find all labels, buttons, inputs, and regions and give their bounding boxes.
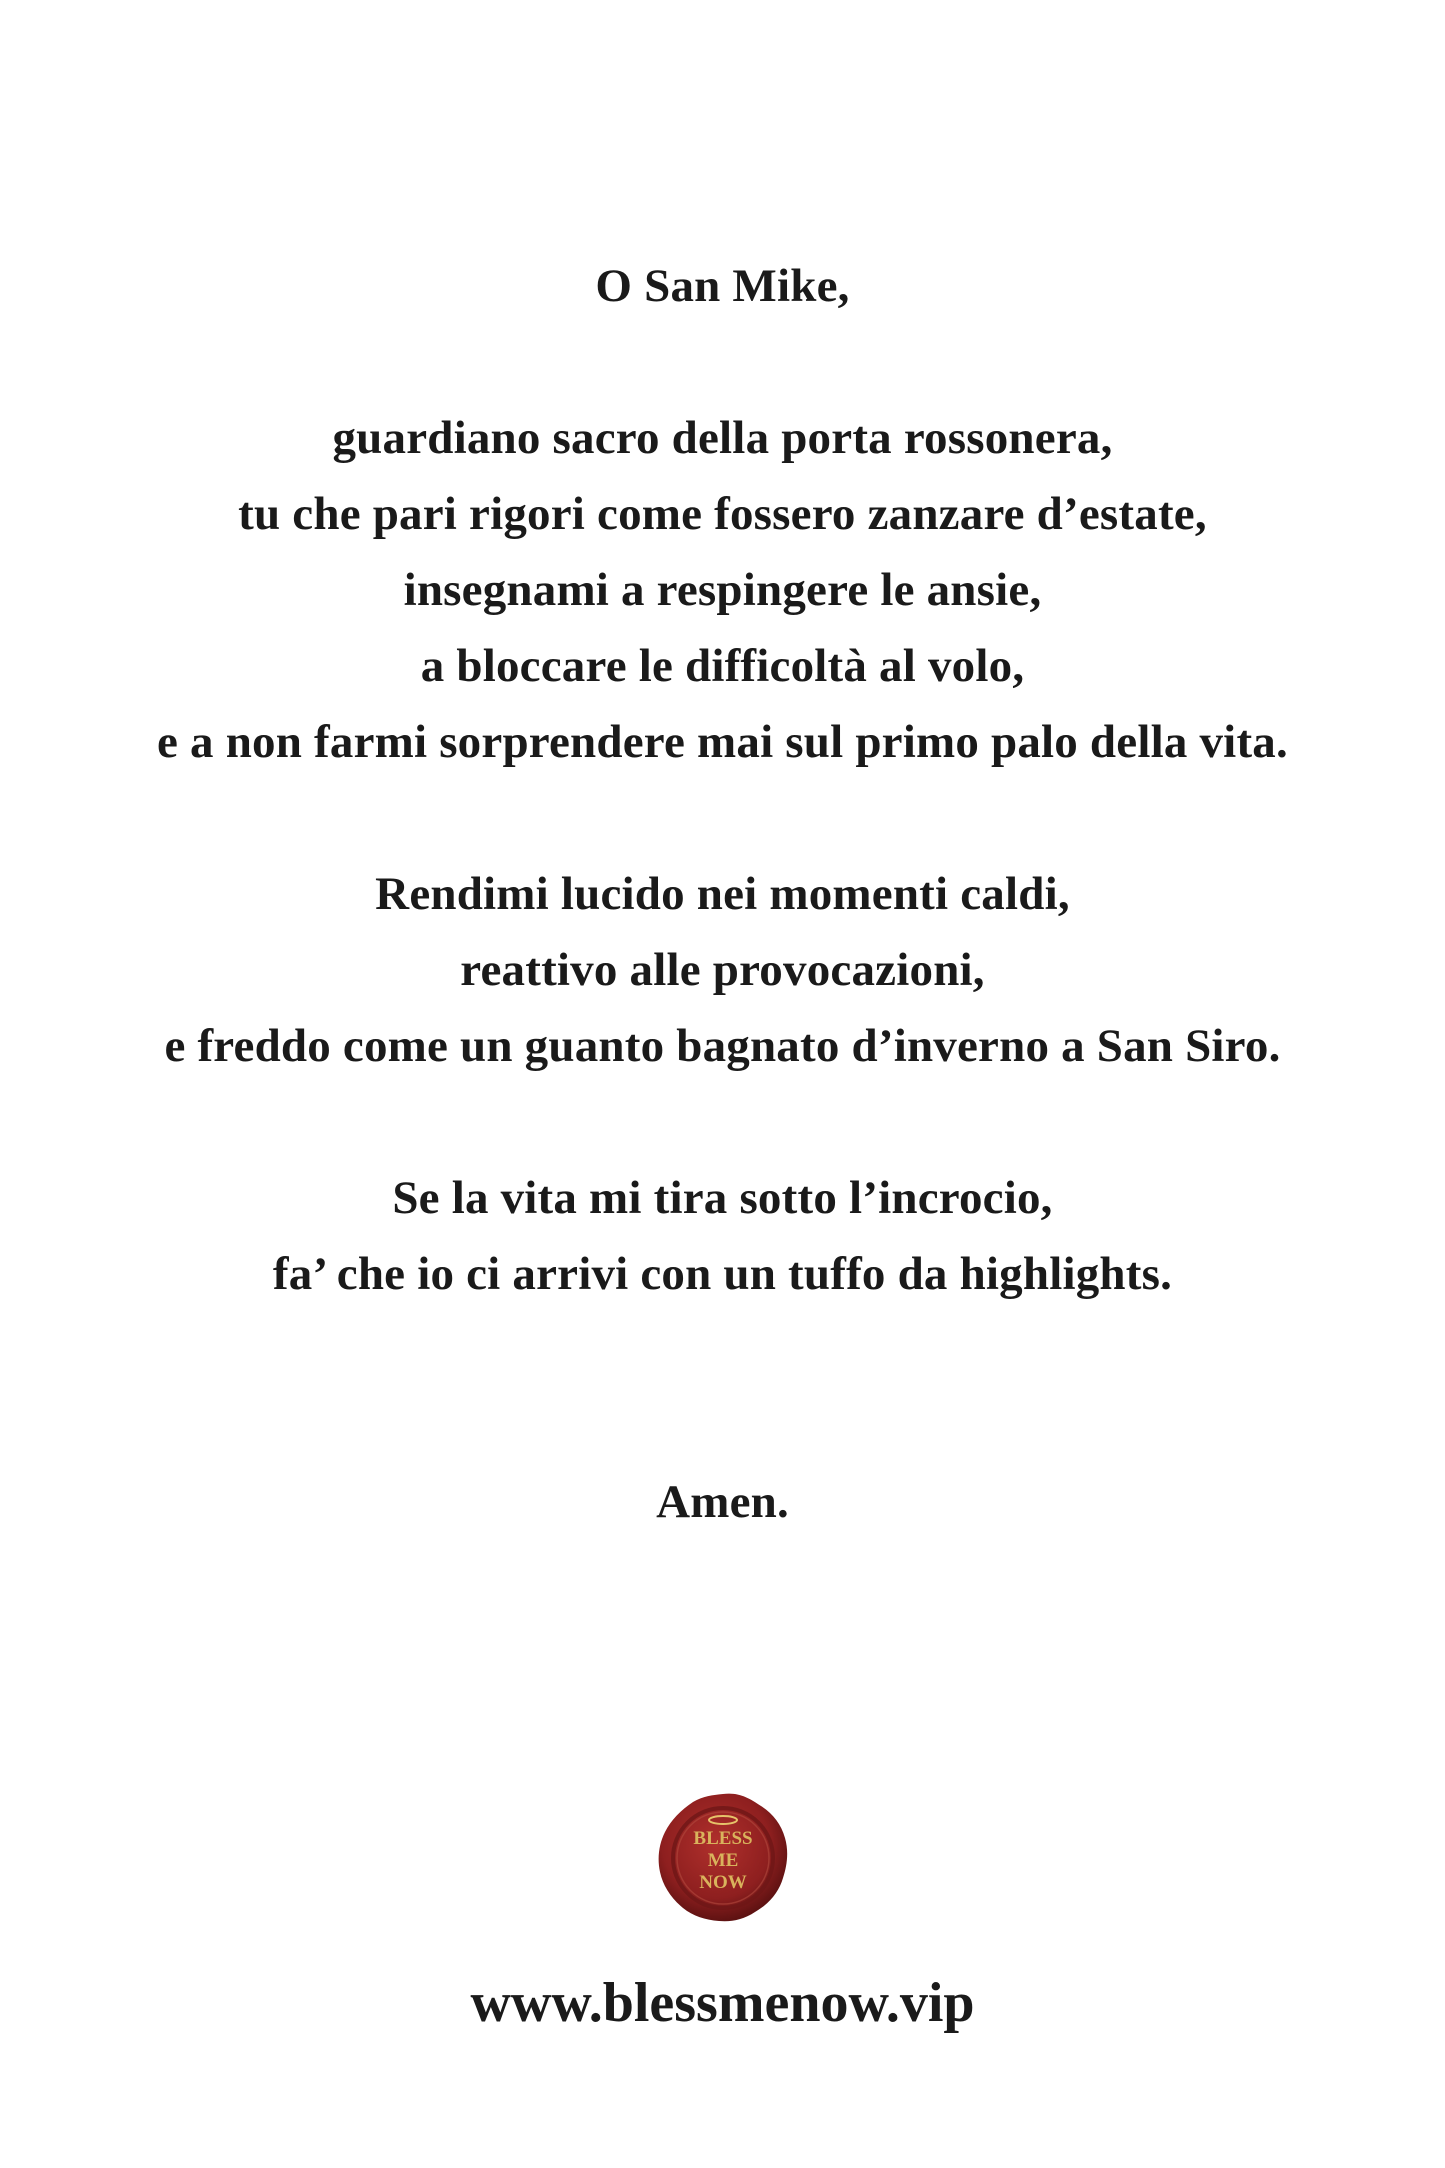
prayer-stanza-2 bbox=[0, 856, 1445, 1084]
stanza-gap bbox=[0, 780, 1445, 856]
prayer-text bbox=[0, 248, 1445, 1540]
prayer-line: tu che pari rigori come fossero zanzare d’estate, bbox=[238, 488, 1207, 540]
prayer-line: e a non farmi sorprendere mai sul primo palo della vita. bbox=[157, 716, 1288, 768]
prayer-line: reattivo alle provocazioni, bbox=[460, 944, 985, 996]
prayer-line: insegnami a respingere le ansie, bbox=[403, 564, 1042, 616]
prayer-line: Se la vita mi tira sotto l’incrocio, bbox=[392, 1172, 1053, 1224]
prayer-stanza-1 bbox=[0, 400, 1445, 780]
wax-seal-icon bbox=[653, 1788, 793, 1928]
stanza-gap bbox=[0, 324, 1445, 400]
stanza-gap bbox=[0, 1312, 1445, 1464]
prayer-line: a bloccare le difficoltà al volo, bbox=[420, 640, 1025, 692]
seal-text-line1: BLESS bbox=[692, 1828, 753, 1849]
seal-text-line2: ME bbox=[707, 1850, 738, 1871]
prayer-line: e freddo come un guanto bagnato d’inverno a San Siro. bbox=[164, 1020, 1281, 1072]
wax-seal-logo bbox=[0, 1788, 1445, 1932]
prayer-line: Rendimi lucido nei momenti caldi, bbox=[375, 868, 1070, 920]
prayer-line: guardiano sacro della porta rossonera, bbox=[332, 412, 1113, 464]
prayer-line: fa’ che io ci arrivi con un tuffo da highlights. bbox=[272, 1248, 1173, 1300]
prayer-closing: Amen. bbox=[656, 1476, 789, 1528]
prayer-greeting: O San Mike, bbox=[595, 260, 850, 312]
website-link[interactable]: www.blessmenow.vip bbox=[470, 1972, 975, 2034]
seal-text-line3: NOW bbox=[698, 1872, 747, 1893]
stanza-gap bbox=[0, 1084, 1445, 1160]
prayer-stanza-3 bbox=[0, 1160, 1445, 1312]
